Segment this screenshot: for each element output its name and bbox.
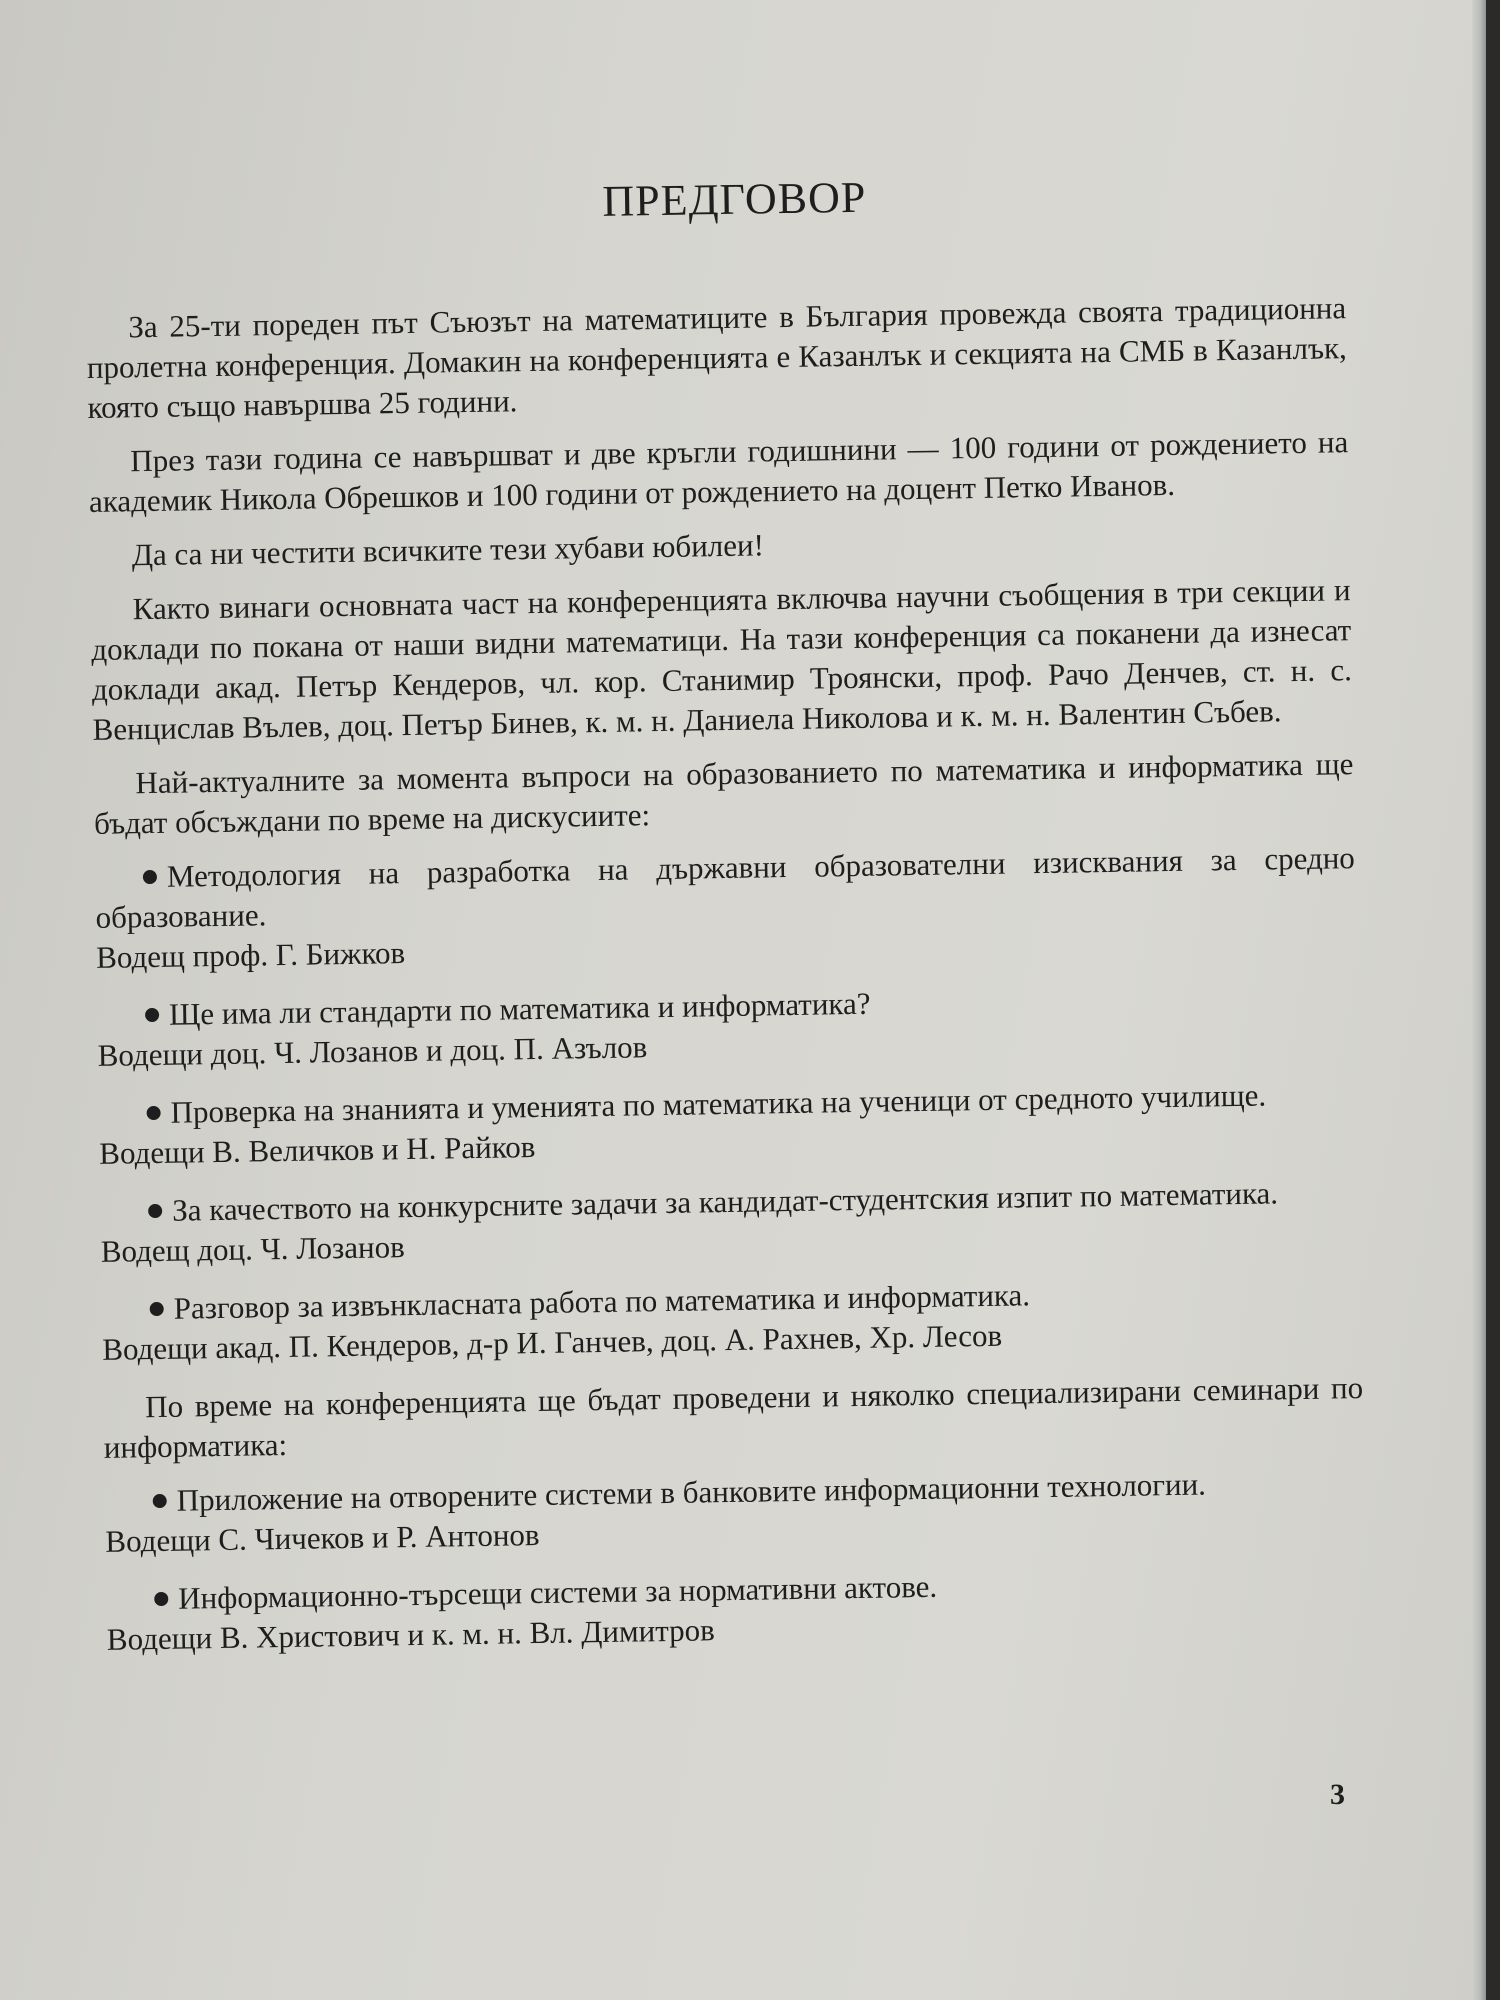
bullet-icon — [145, 1008, 159, 1022]
seminar-list — [104, 1462, 1367, 1660]
discussion-topic: Методология на разработка на държавни образователни изисквания за средно образование. — [95, 840, 1356, 935]
bullet-icon — [148, 1204, 162, 1218]
discussion-leader: Водещ доц. Ч. Лозанов — [100, 1229, 405, 1269]
discussion-leader: Водещ проф. Г. Бижков — [95, 935, 406, 975]
seminar-topic: Приложение на отворените системи в банковите информационни технологии. — [176, 1466, 1207, 1518]
discussion-leader: Водещи доц. Ч. Лозанов и доц. П. Азълов — [97, 1029, 648, 1073]
discussion-topic: Разговор за извънкласната работа по математика и информатика. — [173, 1277, 1031, 1326]
page-number: 3 — [1330, 1778, 1345, 1811]
paragraph: За 25-ти пореден път Съюзът на математиците в България провежда своята традиционна пролетна конференция. Домакин на конференцията е Казанлък и секцията на СМБ в Казанлък, която също навършва 25 години. — [86, 290, 1348, 425]
paragraph: Да са ни честити всичките тези хубави юбилеи! — [131, 527, 765, 573]
bullet-icon — [154, 1592, 168, 1606]
discussion-leader: Водещи акад. П. Кендеров, д-р И. Ганчев, доц. А. Рахнев, Хр. Лесов — [102, 1317, 1003, 1367]
paragraph: Както винаги основната част на конференцията включва научни съобщения в три секции и доклади по покана от наши видни математици. На тази конференция са поканени да изнесат доклади акад. Петър Кендеров, чл. кор. Станимир Троянски, проф. Рачо Денчев, ст. н. с. Венцислав Вълев, доц. Петър Бинев, к. м. н. Даниела Николова и к. м. н. Валентин Събев. — [91, 572, 1353, 747]
discussion-topic: Проверка на знанията и уменията по математика на ученици от средното училище. — [170, 1077, 1267, 1130]
bullet-icon — [150, 1302, 164, 1316]
seminars-intro: По време на конференцията ще бъдат проведени и няколко специализирани семинари по информатика: — [103, 1370, 1364, 1465]
paragraph: През тази година се навършват и две кръгли годишнини — 100 години от рождението на академик Никола Обрешков и 100 години от рождението на доцент Петко Иванов. — [88, 424, 1349, 519]
bullet-icon — [143, 870, 157, 884]
bullet-icon — [147, 1106, 161, 1120]
seminar-leader: Водещи С. Чичеков и Р. Антонов — [105, 1517, 540, 1559]
bullet-icon — [153, 1494, 167, 1508]
discussion-topic: Ще има ли стандарти по математика и информатика? — [168, 985, 871, 1032]
discussion-topic: За качеството на конкурсните задачи за кандидат-студентския изпит по математика. — [171, 1175, 1279, 1228]
page-edge — [1472, 0, 1486, 2000]
seminar-topic: Информационно-търсещи системи за нормативни актове. — [177, 1568, 938, 1616]
seminar-leader: Водещи В. Христович и к. м. н. Вл. Димитров — [106, 1612, 715, 1657]
paragraph: Най-актуалните за момента въпроси на образованието по математика и информатика ще бъдат обсъждани по време на дискусиите: — [93, 746, 1354, 841]
discussion-leader: Водещи В. Величков и Н. Райков — [98, 1129, 536, 1171]
page-content — [84, 162, 1367, 1678]
page-title: ПРЕДГОВОР — [602, 172, 867, 226]
discussion-list — [95, 838, 1363, 1370]
